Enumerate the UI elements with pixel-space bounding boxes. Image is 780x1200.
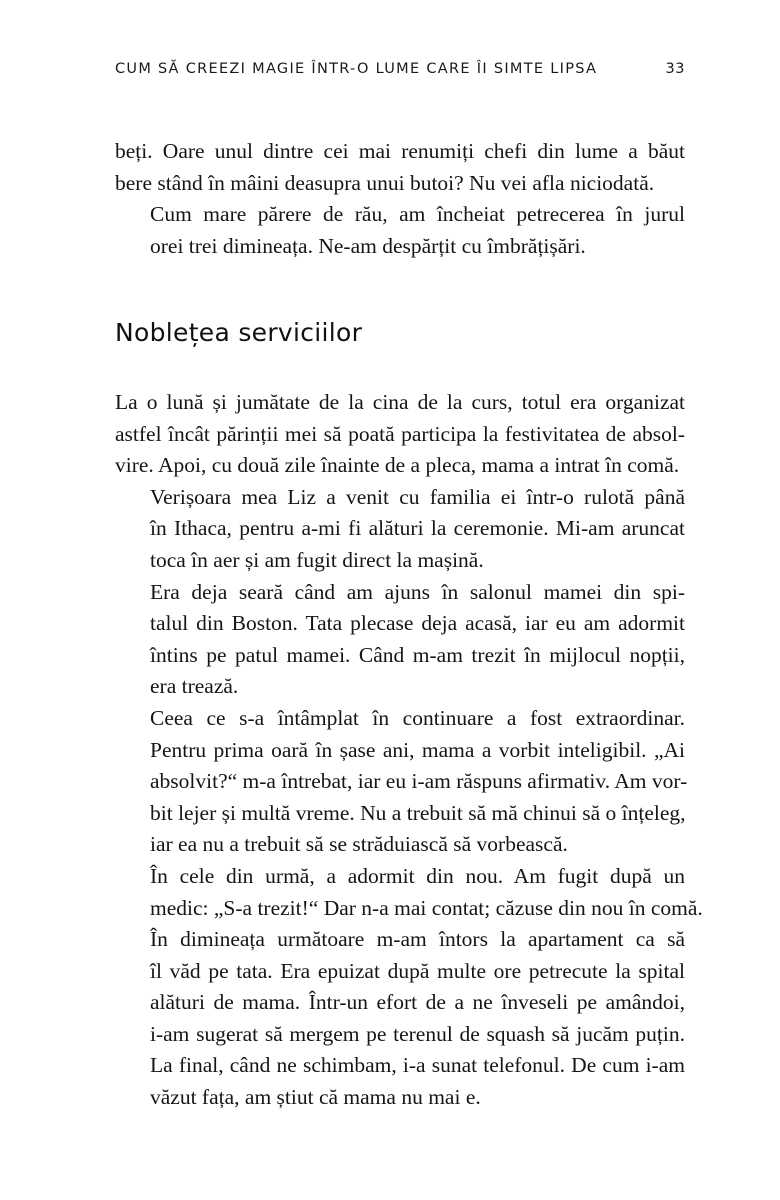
text-line: văzut fața, am știut că mama nu mai e. — [150, 1085, 481, 1110]
text-line: era trează. — [150, 674, 239, 699]
text-line: bere stând în mâini deasupra unui butoi? Nu vei afla niciodată. — [115, 170, 655, 195]
page-number: 33 — [665, 61, 685, 77]
text-line: talul din Boston. Tata plecase deja acasă, iar eu am adormit — [150, 611, 685, 636]
text-line: bit lejer și multă vreme. Nu a trebuit să mă chinui să o înțeleg, — [150, 800, 686, 825]
text-line: Era deja seară când am ajuns în salonul mamei din spi- — [150, 579, 685, 604]
text-line: i-am sugerat să mergem pe terenul de squash să jucăm puțin. — [150, 1021, 685, 1046]
text-line: Verișoara mea Liz a venit cu familia ei într-o rulotă până — [150, 484, 685, 509]
paragraph — [115, 861, 703, 924]
text-line: În dimineața următoare m-am întors la apartament ca să — [150, 927, 685, 952]
paragraph — [115, 482, 685, 577]
running-header — [115, 61, 685, 77]
section-body — [115, 387, 703, 1114]
text-line: absolvit?“ m-a întrebat, iar eu i-am răspuns afirmativ. Am vor- — [150, 769, 688, 794]
text-line: În cele din urmă, a adormit din nou. Am fugit după un — [150, 863, 685, 888]
text-line: orei trei dimineața. Ne-am despărțit cu îmbrățișări. — [150, 233, 586, 258]
text-line: Ceea ce s-a întâmplat în continuare a fost extraordinar. — [150, 705, 685, 730]
text-line: vire. Apoi, cu două zile înainte de a pleca, mama a intrat în comă. — [115, 453, 680, 478]
paragraph — [115, 199, 685, 262]
paragraph — [115, 924, 685, 1114]
text-line: beți. Oare unul dintre cei mai renumiți chefi din lume a băut — [115, 139, 685, 163]
text-line: medic: „S-a trezit!“ Dar n-a mai contat; căzuse din nou în comă. — [150, 895, 703, 920]
text-line: Cum mare părere de rău, am încheiat petrecerea în jurul — [150, 202, 685, 227]
text-line: iar ea nu a trebuit să se străduiască să vorbească. — [150, 832, 568, 857]
text-line: toca în aer și am fugit direct la mașină. — [150, 547, 484, 572]
running-title: CUM SĂ CREEZI MAGIE ÎNTR-O LUME CARE ÎI SIMTE LIPSA — [115, 61, 598, 77]
text-line: astfel încât părinții mei să poată participa la festivitatea de absol- — [115, 421, 685, 446]
text-line: Pentru prima oară în șase ani, mama a vorbit inteligibil. „Ai — [150, 737, 685, 762]
text-line: alături de mama. Într-un efort de a ne înveseli pe amândoi, — [150, 990, 685, 1015]
text-line: întins pe patul mamei. Când m-am trezit în mijlocul nopții, — [150, 642, 685, 667]
paragraph — [115, 136, 685, 199]
text-line: La o lună și jumătate de la cina de la curs, totul era organizat — [115, 390, 685, 414]
section-heading: Noblețea serviciilor — [115, 318, 363, 347]
text-block-before-section — [115, 136, 685, 262]
paragraph — [115, 577, 685, 703]
text-line: La final, când ne schimbam, i-a sunat telefonul. De cum i-am — [150, 1053, 685, 1078]
text-line: îl văd pe tata. Era epuizat după multe ore petrecute la spital — [150, 958, 685, 983]
paragraph — [115, 703, 688, 861]
paragraph — [115, 387, 685, 482]
text-line: în Ithaca, pentru a-mi fi alături la ceremonie. Mi-am aruncat — [150, 516, 685, 541]
